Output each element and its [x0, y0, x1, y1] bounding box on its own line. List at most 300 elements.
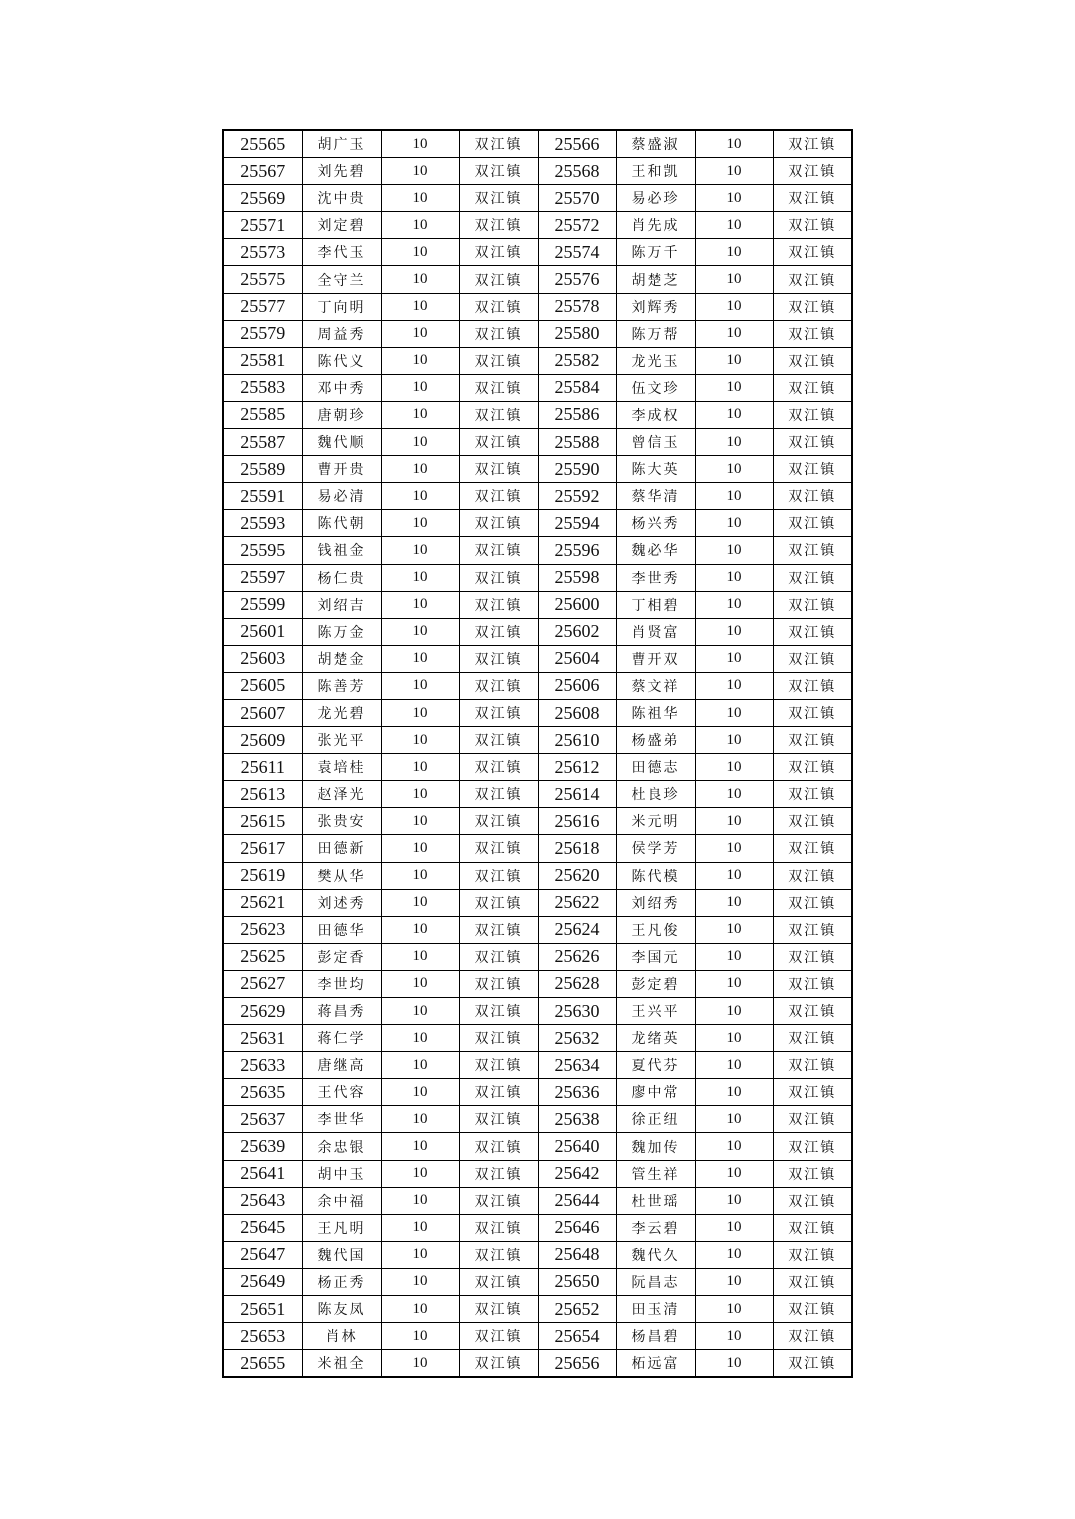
record-number-cell: 25611 [223, 754, 302, 781]
record-number-cell: 25593 [223, 510, 302, 537]
person-name-cell: 夏代芬 [616, 1052, 695, 1079]
record-number-cell: 25571 [223, 212, 302, 239]
town-name-cell: 双江镇 [773, 1268, 852, 1295]
record-number-cell: 25584 [538, 374, 616, 401]
amount-cell: 10 [381, 158, 459, 185]
table-row [223, 185, 852, 212]
town-name-cell: 双江镇 [459, 564, 538, 591]
table-row [223, 672, 852, 699]
town-name-cell: 双江镇 [773, 239, 852, 266]
record-number-cell: 25602 [538, 618, 616, 645]
person-name-cell: 龙光碧 [302, 699, 381, 726]
person-name-cell: 杨盛弟 [616, 727, 695, 754]
record-number-cell: 25575 [223, 266, 302, 293]
amount-cell: 10 [695, 862, 773, 889]
record-number-cell: 25582 [538, 347, 616, 374]
town-name-cell: 双江镇 [773, 1079, 852, 1106]
amount-cell: 10 [695, 645, 773, 672]
record-number-cell: 25577 [223, 293, 302, 320]
table-row [223, 347, 852, 374]
amount-cell: 10 [381, 537, 459, 564]
table-row [223, 998, 852, 1025]
town-name-cell: 双江镇 [773, 374, 852, 401]
town-name-cell: 双江镇 [459, 727, 538, 754]
person-name-cell: 魏代顺 [302, 429, 381, 456]
amount-cell: 10 [381, 347, 459, 374]
table-row [223, 727, 852, 754]
amount-cell: 10 [381, 130, 459, 158]
record-number-cell: 25623 [223, 916, 302, 943]
person-name-cell: 李世均 [302, 970, 381, 997]
town-name-cell: 双江镇 [773, 889, 852, 916]
amount-cell: 10 [695, 429, 773, 456]
table-row [223, 293, 852, 320]
record-number-cell: 25644 [538, 1187, 616, 1214]
person-name-cell: 唐朝珍 [302, 401, 381, 428]
record-number-cell: 25653 [223, 1323, 302, 1350]
person-name-cell: 丁向明 [302, 293, 381, 320]
person-name-cell: 王凡明 [302, 1214, 381, 1241]
table-row [223, 943, 852, 970]
person-name-cell: 王凡俊 [616, 916, 695, 943]
table-row [223, 456, 852, 483]
record-number-cell: 25640 [538, 1133, 616, 1160]
amount-cell: 10 [695, 727, 773, 754]
record-number-cell: 25592 [538, 483, 616, 510]
record-number-cell: 25580 [538, 320, 616, 347]
amount-cell: 10 [695, 916, 773, 943]
record-number-cell: 25652 [538, 1296, 616, 1323]
town-name-cell: 双江镇 [773, 1214, 852, 1241]
table-row [223, 130, 852, 158]
person-name-cell: 李成权 [616, 401, 695, 428]
amount-cell: 10 [381, 1106, 459, 1133]
record-number-cell: 25587 [223, 429, 302, 456]
amount-cell: 10 [695, 1133, 773, 1160]
person-name-cell: 米元明 [616, 808, 695, 835]
town-name-cell: 双江镇 [459, 1187, 538, 1214]
amount-cell: 10 [695, 293, 773, 320]
town-name-cell: 双江镇 [459, 456, 538, 483]
amount-cell: 10 [381, 1052, 459, 1079]
amount-cell: 10 [381, 483, 459, 510]
amount-cell: 10 [695, 808, 773, 835]
town-name-cell: 双江镇 [773, 916, 852, 943]
table-row [223, 266, 852, 293]
town-name-cell: 双江镇 [773, 1025, 852, 1052]
record-number-cell: 25637 [223, 1106, 302, 1133]
record-number-cell: 25583 [223, 374, 302, 401]
town-name-cell: 双江镇 [459, 618, 538, 645]
town-name-cell: 双江镇 [459, 1214, 538, 1241]
table-row [223, 483, 852, 510]
person-name-cell: 刘绍吉 [302, 591, 381, 618]
table-row [223, 1079, 852, 1106]
person-name-cell: 魏代久 [616, 1241, 695, 1268]
person-name-cell: 王和凯 [616, 158, 695, 185]
amount-cell: 10 [381, 212, 459, 239]
record-number-cell: 25600 [538, 591, 616, 618]
amount-cell: 10 [381, 1160, 459, 1187]
person-name-cell: 余忠银 [302, 1133, 381, 1160]
amount-cell: 10 [381, 618, 459, 645]
amount-cell: 10 [695, 564, 773, 591]
record-number-cell: 25565 [223, 130, 302, 158]
town-name-cell: 双江镇 [459, 347, 538, 374]
record-number-cell: 25635 [223, 1079, 302, 1106]
person-name-cell: 胡中玉 [302, 1160, 381, 1187]
record-number-cell: 25655 [223, 1350, 302, 1378]
town-name-cell: 双江镇 [773, 212, 852, 239]
amount-cell: 10 [695, 699, 773, 726]
town-name-cell: 双江镇 [459, 672, 538, 699]
record-number-cell: 25636 [538, 1079, 616, 1106]
amount-cell: 10 [695, 1079, 773, 1106]
town-name-cell: 双江镇 [773, 158, 852, 185]
town-name-cell: 双江镇 [773, 618, 852, 645]
person-name-cell: 李国元 [616, 943, 695, 970]
person-name-cell: 钱祖金 [302, 537, 381, 564]
person-name-cell: 陈大英 [616, 456, 695, 483]
amount-cell: 10 [381, 970, 459, 997]
roster-table [222, 129, 853, 1378]
town-name-cell: 双江镇 [773, 564, 852, 591]
table-row [223, 212, 852, 239]
table-row [223, 564, 852, 591]
amount-cell: 10 [381, 1323, 459, 1350]
person-name-cell: 蒋昌秀 [302, 998, 381, 1025]
table-row [223, 1133, 852, 1160]
record-number-cell: 25591 [223, 483, 302, 510]
amount-cell: 10 [381, 645, 459, 672]
town-name-cell: 双江镇 [459, 1052, 538, 1079]
person-name-cell: 肖先成 [616, 212, 695, 239]
record-number-cell: 25578 [538, 293, 616, 320]
person-name-cell: 侯学芳 [616, 835, 695, 862]
town-name-cell: 双江镇 [459, 754, 538, 781]
person-name-cell: 张贵安 [302, 808, 381, 835]
person-name-cell: 阮昌志 [616, 1268, 695, 1295]
amount-cell: 10 [381, 1025, 459, 1052]
person-name-cell: 龙光玉 [616, 347, 695, 374]
record-number-cell: 25621 [223, 889, 302, 916]
record-number-cell: 25654 [538, 1323, 616, 1350]
town-name-cell: 双江镇 [773, 1323, 852, 1350]
town-name-cell: 双江镇 [459, 537, 538, 564]
town-name-cell: 双江镇 [773, 266, 852, 293]
amount-cell: 10 [695, 374, 773, 401]
town-name-cell: 双江镇 [773, 781, 852, 808]
table-row [223, 537, 852, 564]
amount-cell: 10 [381, 727, 459, 754]
person-name-cell: 易必清 [302, 483, 381, 510]
person-name-cell: 伍文珍 [616, 374, 695, 401]
record-number-cell: 25601 [223, 618, 302, 645]
town-name-cell: 双江镇 [459, 158, 538, 185]
table-row [223, 1268, 852, 1295]
town-name-cell: 双江镇 [459, 808, 538, 835]
person-name-cell: 陈代朝 [302, 510, 381, 537]
person-name-cell: 邓中秀 [302, 374, 381, 401]
person-name-cell: 刘定碧 [302, 212, 381, 239]
town-name-cell: 双江镇 [773, 591, 852, 618]
table-row [223, 1025, 852, 1052]
amount-cell: 10 [381, 808, 459, 835]
town-name-cell: 双江镇 [773, 510, 852, 537]
amount-cell: 10 [381, 998, 459, 1025]
record-number-cell: 25595 [223, 537, 302, 564]
town-name-cell: 双江镇 [773, 943, 852, 970]
town-name-cell: 双江镇 [459, 320, 538, 347]
amount-cell: 10 [695, 1296, 773, 1323]
town-name-cell: 双江镇 [773, 727, 852, 754]
town-name-cell: 双江镇 [459, 1241, 538, 1268]
table-row [223, 889, 852, 916]
record-number-cell: 25597 [223, 564, 302, 591]
amount-cell: 10 [381, 1079, 459, 1106]
record-number-cell: 25629 [223, 998, 302, 1025]
record-number-cell: 25585 [223, 401, 302, 428]
person-name-cell: 陈友凤 [302, 1296, 381, 1323]
person-name-cell: 蔡文祥 [616, 672, 695, 699]
person-name-cell: 蒋仁学 [302, 1025, 381, 1052]
amount-cell: 10 [695, 1025, 773, 1052]
amount-cell: 10 [695, 1350, 773, 1378]
person-name-cell: 杜世瑶 [616, 1187, 695, 1214]
town-name-cell: 双江镇 [459, 998, 538, 1025]
amount-cell: 10 [381, 862, 459, 889]
town-name-cell: 双江镇 [773, 808, 852, 835]
table-row [223, 1106, 852, 1133]
amount-cell: 10 [381, 1268, 459, 1295]
table-row [223, 1052, 852, 1079]
amount-cell: 10 [695, 212, 773, 239]
person-name-cell: 田德新 [302, 835, 381, 862]
person-name-cell: 赵泽光 [302, 781, 381, 808]
table-row [223, 374, 852, 401]
table-row [223, 645, 852, 672]
town-name-cell: 双江镇 [773, 835, 852, 862]
table-row [223, 1323, 852, 1350]
town-name-cell: 双江镇 [459, 970, 538, 997]
person-name-cell: 陈代模 [616, 862, 695, 889]
person-name-cell: 刘绍秀 [616, 889, 695, 916]
amount-cell: 10 [381, 293, 459, 320]
amount-cell: 10 [381, 374, 459, 401]
person-name-cell: 魏加传 [616, 1133, 695, 1160]
record-number-cell: 25566 [538, 130, 616, 158]
record-number-cell: 25627 [223, 970, 302, 997]
person-name-cell: 易必珍 [616, 185, 695, 212]
person-name-cell: 杨正秀 [302, 1268, 381, 1295]
town-name-cell: 双江镇 [773, 1350, 852, 1378]
town-name-cell: 双江镇 [459, 1160, 538, 1187]
town-name-cell: 双江镇 [773, 1241, 852, 1268]
person-name-cell: 杨仁贵 [302, 564, 381, 591]
town-name-cell: 双江镇 [773, 483, 852, 510]
record-number-cell: 25642 [538, 1160, 616, 1187]
person-name-cell: 杜良珍 [616, 781, 695, 808]
table-row [223, 862, 852, 889]
table-row [223, 591, 852, 618]
person-name-cell: 魏代国 [302, 1241, 381, 1268]
record-number-cell: 25605 [223, 672, 302, 699]
record-number-cell: 25626 [538, 943, 616, 970]
record-number-cell: 25647 [223, 1241, 302, 1268]
town-name-cell: 双江镇 [459, 374, 538, 401]
record-number-cell: 25604 [538, 645, 616, 672]
amount-cell: 10 [381, 239, 459, 266]
person-name-cell: 唐继高 [302, 1052, 381, 1079]
table-row [223, 618, 852, 645]
record-number-cell: 25650 [538, 1268, 616, 1295]
table-row [223, 1296, 852, 1323]
amount-cell: 10 [695, 537, 773, 564]
amount-cell: 10 [695, 1241, 773, 1268]
table-row [223, 916, 852, 943]
table-row [223, 1350, 852, 1378]
amount-cell: 10 [381, 185, 459, 212]
record-number-cell: 25573 [223, 239, 302, 266]
amount-cell: 10 [695, 456, 773, 483]
table-row [223, 239, 852, 266]
town-name-cell: 双江镇 [773, 970, 852, 997]
person-name-cell: 廖中常 [616, 1079, 695, 1106]
table-row [223, 1241, 852, 1268]
record-number-cell: 25630 [538, 998, 616, 1025]
person-name-cell: 柘远富 [616, 1350, 695, 1378]
amount-cell: 10 [381, 401, 459, 428]
town-name-cell: 双江镇 [773, 862, 852, 889]
person-name-cell: 张光平 [302, 727, 381, 754]
town-name-cell: 双江镇 [773, 1052, 852, 1079]
town-name-cell: 双江镇 [773, 1160, 852, 1187]
amount-cell: 10 [695, 510, 773, 537]
town-name-cell: 双江镇 [459, 1323, 538, 1350]
record-number-cell: 25615 [223, 808, 302, 835]
town-name-cell: 双江镇 [459, 1268, 538, 1295]
record-number-cell: 25624 [538, 916, 616, 943]
record-number-cell: 25608 [538, 699, 616, 726]
town-name-cell: 双江镇 [459, 185, 538, 212]
amount-cell: 10 [695, 1052, 773, 1079]
person-name-cell: 陈万帮 [616, 320, 695, 347]
table-row [223, 808, 852, 835]
town-name-cell: 双江镇 [773, 699, 852, 726]
person-name-cell: 丁相碧 [616, 591, 695, 618]
amount-cell: 10 [695, 185, 773, 212]
amount-cell: 10 [381, 591, 459, 618]
record-number-cell: 25622 [538, 889, 616, 916]
amount-cell: 10 [381, 1241, 459, 1268]
person-name-cell: 周益秀 [302, 320, 381, 347]
amount-cell: 10 [695, 401, 773, 428]
amount-cell: 10 [381, 320, 459, 347]
record-number-cell: 25609 [223, 727, 302, 754]
person-name-cell: 王兴平 [616, 998, 695, 1025]
town-name-cell: 双江镇 [773, 347, 852, 374]
person-name-cell: 曾信玉 [616, 429, 695, 456]
person-name-cell: 李世华 [302, 1106, 381, 1133]
record-number-cell: 25570 [538, 185, 616, 212]
record-number-cell: 25620 [538, 862, 616, 889]
record-number-cell: 25574 [538, 239, 616, 266]
person-name-cell: 龙绪英 [616, 1025, 695, 1052]
person-name-cell: 肖林 [302, 1323, 381, 1350]
town-name-cell: 双江镇 [773, 456, 852, 483]
person-name-cell: 刘述秀 [302, 889, 381, 916]
town-name-cell: 双江镇 [773, 645, 852, 672]
record-number-cell: 25617 [223, 835, 302, 862]
record-number-cell: 25645 [223, 1214, 302, 1241]
record-number-cell: 25638 [538, 1106, 616, 1133]
record-number-cell: 25631 [223, 1025, 302, 1052]
town-name-cell: 双江镇 [773, 185, 852, 212]
record-number-cell: 25603 [223, 645, 302, 672]
town-name-cell: 双江镇 [773, 320, 852, 347]
amount-cell: 10 [381, 510, 459, 537]
person-name-cell: 米祖全 [302, 1350, 381, 1378]
person-name-cell: 彭定碧 [616, 970, 695, 997]
person-name-cell: 陈祖华 [616, 699, 695, 726]
person-name-cell: 樊从华 [302, 862, 381, 889]
record-number-cell: 25596 [538, 537, 616, 564]
table-row [223, 1214, 852, 1241]
table-row [223, 158, 852, 185]
town-name-cell: 双江镇 [773, 672, 852, 699]
town-name-cell: 双江镇 [773, 1296, 852, 1323]
record-number-cell: 25576 [538, 266, 616, 293]
record-number-cell: 25589 [223, 456, 302, 483]
town-name-cell: 双江镇 [459, 781, 538, 808]
person-name-cell: 王代容 [302, 1079, 381, 1106]
town-name-cell: 双江镇 [459, 266, 538, 293]
roster-body [223, 130, 852, 1377]
table-row [223, 1187, 852, 1214]
amount-cell: 10 [695, 618, 773, 645]
town-name-cell: 双江镇 [459, 1296, 538, 1323]
person-name-cell: 余中福 [302, 1187, 381, 1214]
amount-cell: 10 [695, 158, 773, 185]
amount-cell: 10 [381, 943, 459, 970]
table-row [223, 1160, 852, 1187]
amount-cell: 10 [695, 1187, 773, 1214]
town-name-cell: 双江镇 [773, 1187, 852, 1214]
person-name-cell: 管生祥 [616, 1160, 695, 1187]
town-name-cell: 双江镇 [459, 212, 538, 239]
amount-cell: 10 [695, 754, 773, 781]
person-name-cell: 徐正纽 [616, 1106, 695, 1133]
town-name-cell: 双江镇 [773, 130, 852, 158]
amount-cell: 10 [695, 970, 773, 997]
record-number-cell: 25619 [223, 862, 302, 889]
person-name-cell: 彭定香 [302, 943, 381, 970]
person-name-cell: 李代玉 [302, 239, 381, 266]
person-name-cell: 陈代义 [302, 347, 381, 374]
town-name-cell: 双江镇 [459, 889, 538, 916]
amount-cell: 10 [381, 835, 459, 862]
town-name-cell: 双江镇 [459, 916, 538, 943]
person-name-cell: 杨昌碧 [616, 1323, 695, 1350]
table-row [223, 510, 852, 537]
record-number-cell: 25581 [223, 347, 302, 374]
amount-cell: 10 [381, 699, 459, 726]
amount-cell: 10 [695, 1323, 773, 1350]
amount-cell: 10 [695, 1160, 773, 1187]
town-name-cell: 双江镇 [459, 1350, 538, 1378]
person-name-cell: 全守兰 [302, 266, 381, 293]
table-row [223, 781, 852, 808]
